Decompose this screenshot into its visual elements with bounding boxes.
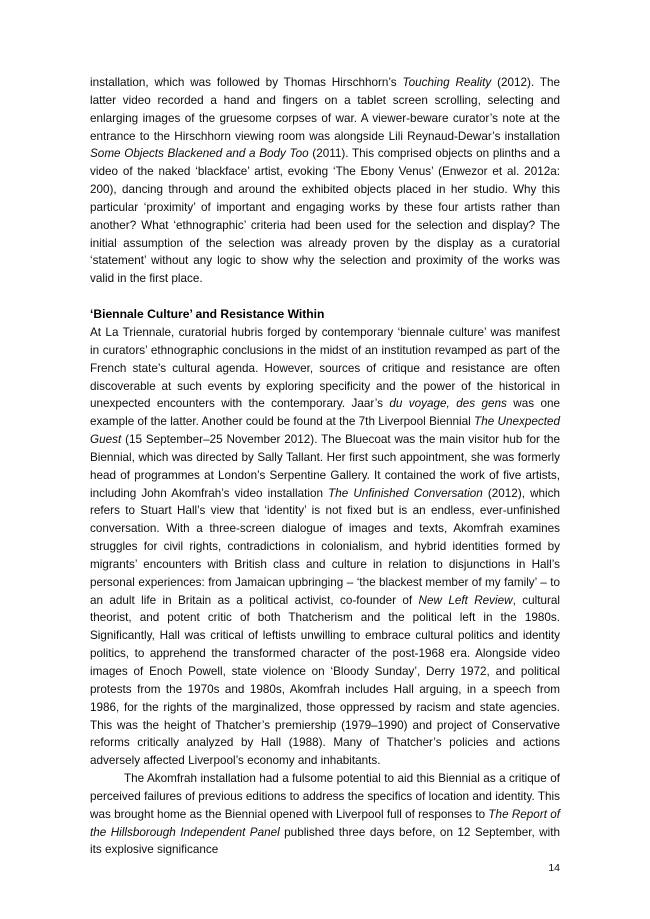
italic-title: Touching Reality xyxy=(402,76,492,89)
italic-title: The Unfinished Conversation xyxy=(328,486,483,500)
italic-title: Some Objects Blackened and a Body Too xyxy=(90,147,309,161)
body-paragraph-2: At La Triennale, curatorial hubris forged by contemporary ‘biennale culture’ was manifest in curators’ ethnographic conclusions in the midst of an institution revamped as part of the French state’s cultural agenda. However, sources of critique and resistance are often discoverable at such events by exploring specificity and the power of the historical in unexpected encounters with the contemporary. Jaar’s du voyage, des gens was one example of the latter. Another could be found at the 7th Liverpool Biennial The Unexpected Guest (15 September–25 November 2012). The Bluecoat was the main visitor hub for the Biennial, which was directed by Sally Tallant. Her first such appointment, she was formerly head of programmes at London’s Serpentine Gallery. It contained the work of five artists, including John Akomfrah’s video installation The Unfinished Conversation (2012), which refers to Stuart Hall’s view that ‘identity’ is not fixed but is an endless, ever-unfinished conversation. With a three-screen dialogue of images and texts, Akomfrah examines struggles for civil rights, contradictions in colonialism, and hybrid identities formed by migrants’ encounters with British class and culture in relation to disjunctions in Hall’s personal experiences: from Jamaican upbringing – ‘the blackest member of my family’ – to an adult life in Britain as a political activist, co-founder of New Left Review, cultural theorist, and potent critic of both Thatcherism and the political left in the 1980s. Significantly, Hall was critical of leftists unwilling to embrace cultural politics and identity politics, to apprehend the transformed character of the post-1968 era. Alongside video images of Enoch Powell, state violence on ‘Bloody Sunday’, Derry 1972, and political protests from the 1970s and 1980s, Akomfrah includes Hall arguing, in a speech from 1986, for the rights of the marginalized, those oppressed by racism and state agencies. This was the height of Thatcher’s premiership (1979–1990) and project of Conservative reforms critically analyzed by Hall (1988). Many of Thatcher’s policies and actions adversely affected Liverpool’s economy and inhabitants. xyxy=(90,325,560,768)
page-content xyxy=(90,74,560,859)
body-paragraph-3: The Akomfrah installation had a fulsome potential to aid this Biennial as a critique of perceived failures of previous editions to address the specifics of location and identity. This was brought home as the Biennial opened with Liverpool full of responses to The Report of the Hillsborough Independent Panel published three days before, on 12 September, with its explosive significance xyxy=(90,772,560,857)
italic-title: New Left Review xyxy=(418,593,513,607)
heading-spacer xyxy=(90,288,560,306)
italic-title: The Unexpected Guest xyxy=(90,415,560,447)
page-number: 14 xyxy=(548,862,560,874)
body-paragraph-1: installation, which was followed by Thomas Hirschhorn’s Touching Reality (2012). The latter video recorded a hand and fingers on a tablet screen scrolling, selecting and enlarging images of the gruesome corpses of war. A viewer-beware curator’s note at the entrance to the Hirschhorn viewing room was alongside Lili Reynaud-Dewar’s installation Some Objects Blackened and a Body Too (2011). This comprised objects on plinths and a video of the naked ‘blackface’ artist, evoking ‘The Ebony Venus’ (Enwezor et al. 2012a: 200), dancing through and around the exhibited objects placed in her studio. Why this particular ‘proximity’ of important and engaging works by these four artists rather than another? What ‘ethnographic’ criteria had been used for the selection and display? The initial assumption of the selection was already proven by the display as a curatorial ‘statement’ without any logic to show why the selection and proximity of the works was valid in the first place. xyxy=(90,76,561,286)
italic-title: The Report of the Hillsborough Independent Panel xyxy=(90,807,560,839)
section-heading-biennale-culture: ‘Biennale Culture’ and Resistance Within xyxy=(90,307,325,322)
italic-title: du voyage, des gens xyxy=(389,397,507,411)
